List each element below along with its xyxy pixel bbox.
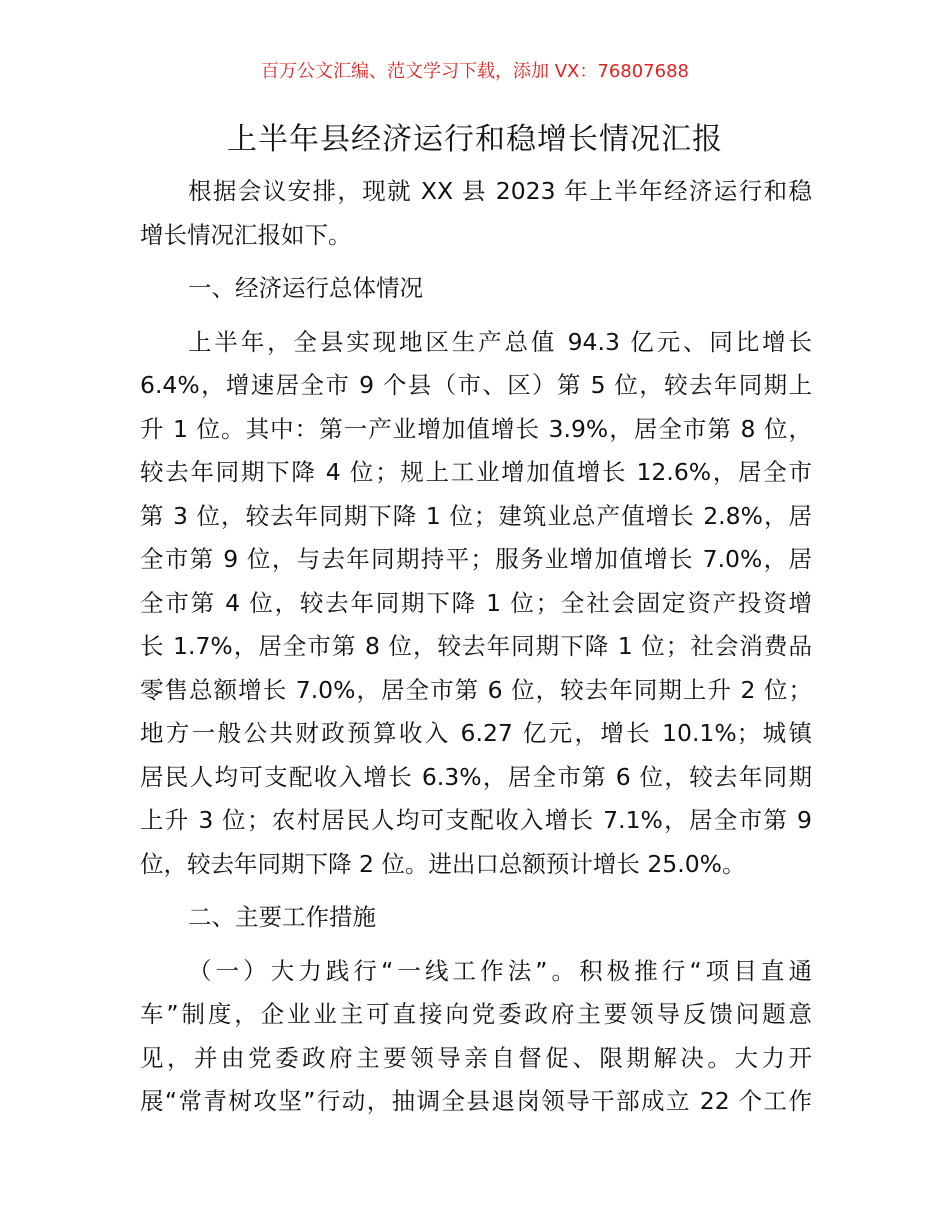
text-line: 长 1.7%，居全市第 8 位，较去年同期下降 1 位；社会消费品 xyxy=(140,632,812,660)
text-line: 见，并由党委政府主要领导亲自督促、限期解决。大力开 xyxy=(140,1043,812,1072)
text-line: 上升 3 位；农村居民人均可支配收入增长 7.1%，居全市第 9 xyxy=(140,806,812,834)
section-heading xyxy=(140,267,812,311)
text-line: 车”制度，企业业主可直接向党委政府主要领导反馈问题意 xyxy=(140,1000,812,1028)
text-line: 上半年，全县实现地区生产总值 94.3 亿元、同比增长 xyxy=(188,327,812,356)
text-line: 全市第 9 位，与去年同期持平；服务业增加值增长 7.0%，居 xyxy=(140,545,812,573)
paragraph xyxy=(140,321,812,887)
text-line: 第 3 位，较去年同期下降 1 位；建筑业总产值增长 2.8%，居 xyxy=(140,501,812,530)
document-title: 上半年县经济运行和稳增长情况汇报 xyxy=(227,122,723,157)
text-line: 二、主要工作措施 xyxy=(188,903,376,931)
watermark-banner: 百万公文汇编、范文学习下载，添加 VX：76807688 xyxy=(261,61,689,82)
paragraph xyxy=(140,170,812,257)
paragraph xyxy=(140,950,812,1124)
text-line: 展“常青树攻坚”行动，抽调全县退岗领导干部成立 22 个工作 xyxy=(140,1087,812,1115)
text-line: 升 1 位。其中：第一产业增加值增长 3.9%，居全市第 8 位， xyxy=(140,414,812,443)
text-line: 零售总额增长 7.0%，居全市第 6 位，较去年同期上升 2 位； xyxy=(140,675,812,704)
text-line: 增长情况汇报如下。 xyxy=(140,220,352,249)
text-line: 居民人均可支配收入增长 6.3%，居全市第 6 位，较去年同期 xyxy=(140,762,812,791)
section-heading xyxy=(140,896,812,940)
text-line: 地方一般公共财政预算收入 6.27 亿元，增长 10.1%；城镇 xyxy=(140,719,812,747)
text-line: 全市第 4 位，较去年同期下降 1 位；全社会固定资产投资增 xyxy=(140,588,812,617)
text-line: 一、经济运行总体情况 xyxy=(188,274,423,302)
text-line: 位，较去年同期下降 2 位。进出口总额预计增长 25.0%。 xyxy=(140,849,746,878)
document-body xyxy=(140,170,812,1124)
text-line: 根据会议安排，现就 XX 县 2023 年上半年经济运行和稳 xyxy=(188,177,812,205)
text-line: （一）大力践行“一线工作法”。积极推行“项目直通 xyxy=(188,956,812,985)
text-line: 6.4%，增速居全市 9 个县（市、区）第 5 位，较去年同期上 xyxy=(140,371,812,399)
text-line: 较去年同期下降 4 位；规上工业增加值增长 12.6%，居全市 xyxy=(140,458,812,486)
